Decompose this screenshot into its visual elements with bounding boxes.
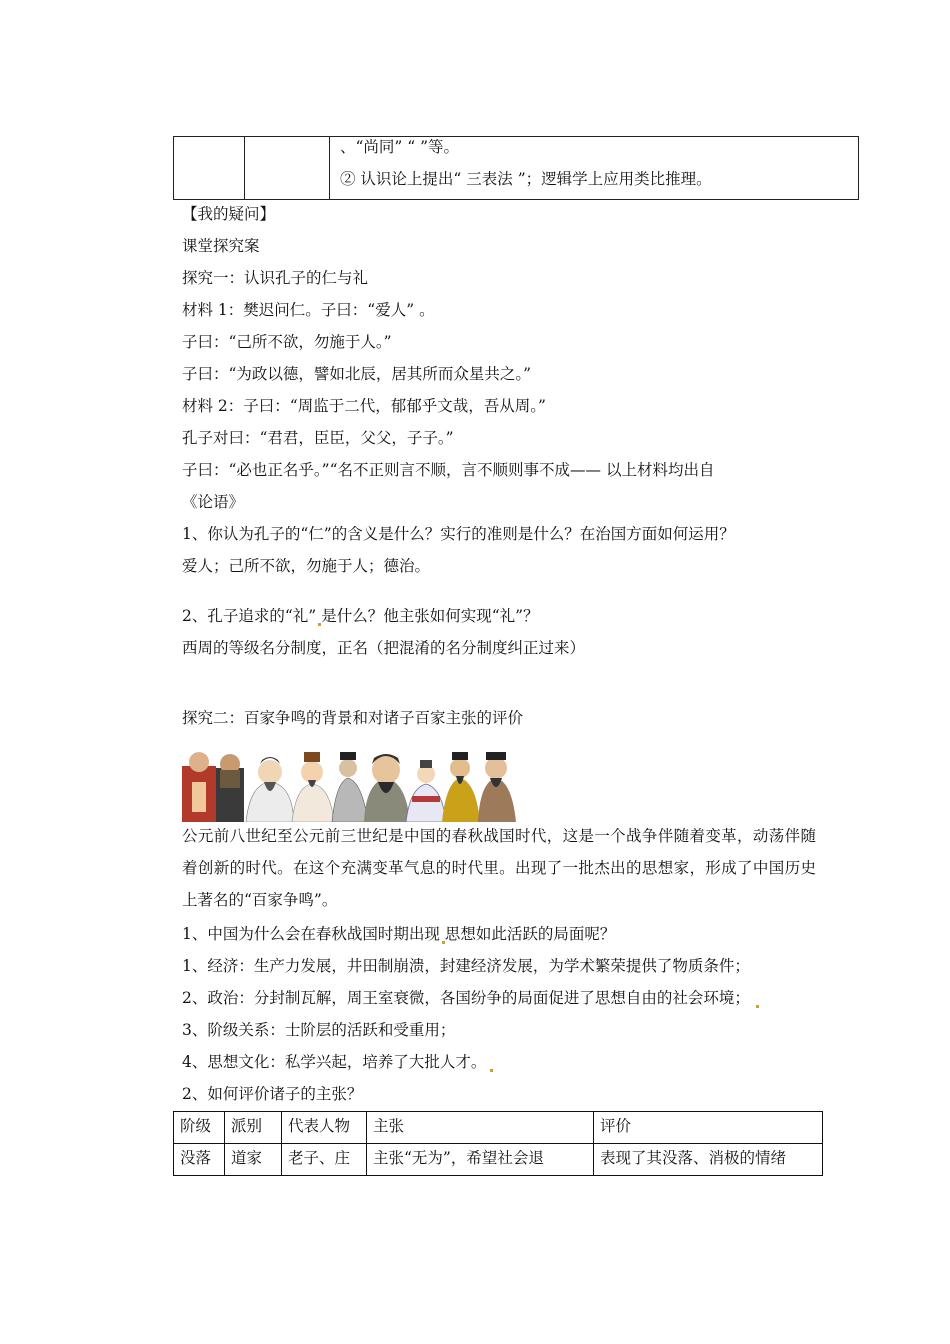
my-question-heading: 【我的疑问】	[182, 205, 276, 223]
question-3	[182, 924, 615, 944]
header-cell: 评价	[594, 1112, 823, 1144]
question-2	[182, 606, 539, 626]
quote1: 子曰：“己所不欲，勿施于人。”	[182, 333, 392, 351]
intro-paragraph: 公元前八世纪至公元前三世纪是中国的春秋战国时代，这是一个战争伴随着变革，动荡伴随着创新的时代。在这个充满变革气息的时代里。出现了一批杰出的思想家，形成了中国历史上著名的“百家争鸣”。	[182, 827, 816, 909]
table-cell: 道家	[225, 1144, 282, 1176]
mark-dot	[490, 1069, 493, 1072]
quote3: 孔子对曰：“君君，臣臣，父父，子子。”	[182, 429, 454, 447]
mark-dot	[756, 1005, 759, 1008]
question-3-part-b: 思想如此活跃的局面呢？	[444, 925, 616, 943]
schools-table	[173, 1111, 823, 1176]
reason-4	[182, 1052, 493, 1072]
question-1: 1、你认为孔子的“仁”的含义是什么？实行的准则是什么？在治国方面如何运用？	[182, 525, 735, 543]
reason-2-text: 2、政治：分封制瓦解，周王室衰微，各国纷争的局面促进了思想自由的社会环境；	[182, 989, 750, 1007]
philosophers-portrait-image	[180, 748, 516, 822]
portrait-1	[182, 752, 216, 822]
top-table-line-2: ② 认识论上提出“ 三表法 ”；逻辑学上应用类比推理。	[340, 170, 712, 188]
reason-3: 3、阶级关系：士阶层的活跃和受重用；	[182, 1021, 456, 1039]
portrait-6	[364, 754, 410, 822]
portrait-3	[246, 757, 294, 822]
reason-2	[182, 988, 759, 1008]
material2: 材料 2：子曰：“周监于二代，郁郁乎文哉，吾从周。”	[182, 397, 546, 415]
top-table	[173, 136, 859, 200]
quote2: 子曰：“为政以德，譬如北辰，居其所而众星共之。”	[182, 365, 532, 383]
table-cell: 主张“无为”，希望社会退	[367, 1144, 594, 1176]
inquiry2-title: 探究二：百家争鸣的背景和对诸子百家主张的评价	[182, 709, 524, 727]
portrait-2	[216, 754, 244, 822]
source-note: 《论语》	[182, 493, 245, 511]
header-cell: 阶级	[174, 1112, 225, 1144]
portrait-5	[332, 752, 368, 822]
header-cell: 代表人物	[282, 1112, 367, 1144]
header-cell: 主张	[367, 1112, 594, 1144]
top-table-cell-1	[174, 137, 245, 200]
top-table-cell-2	[245, 137, 330, 200]
top-table-cell-3	[330, 137, 859, 200]
question-3-part-a: 1、中国为什么会在春秋战国时期出现	[182, 925, 440, 943]
portrait-7	[406, 760, 446, 822]
question-4: 2、如何评价诸子的主张？	[182, 1085, 363, 1103]
material1: 材料 1：樊迟问仁。子曰：“爱人” 。	[182, 301, 435, 319]
table-cell: 表现了其没落、消极的情绪	[594, 1144, 823, 1176]
question-2-part-b: 是什么？他主张如何实现“礼”？	[321, 607, 539, 625]
table-cell: 没落	[174, 1144, 225, 1176]
header-cell: 派别	[225, 1112, 282, 1144]
table-header-row	[174, 1112, 823, 1144]
table-cell: 老子、庄	[282, 1144, 367, 1176]
portrait-4	[292, 752, 334, 822]
reason-1: 1、经济：生产力发展，井田制崩溃，封建经济发展，为学术繁荣提供了物质条件；	[182, 957, 750, 975]
portrait-9	[478, 752, 516, 822]
reason-4-text: 4、思想文化：私学兴起，培养了大批人才。	[182, 1053, 487, 1071]
portrait-8	[442, 752, 480, 822]
top-table-line-1: 、“尚同” “ ”等。	[340, 138, 460, 156]
answer-2: 西周的等级名分制度，正名（把混淆的名分制度纠正过来）	[182, 639, 586, 657]
inquiry1-title: 探究一：认识孔子的仁与礼	[182, 269, 369, 287]
question-2-part-a: 2、孔子追求的“礼”	[182, 607, 317, 625]
answer-1: 爱人；己所不欲，勿施于人；德治。	[182, 557, 431, 575]
table-row	[174, 1144, 823, 1176]
class-inquiry-heading: 课堂探究案	[182, 237, 260, 255]
quote4: 子曰：“必也正名乎。”“名不正则言不顺，言不顺则事不成—— 以上材料均出自	[182, 461, 715, 479]
